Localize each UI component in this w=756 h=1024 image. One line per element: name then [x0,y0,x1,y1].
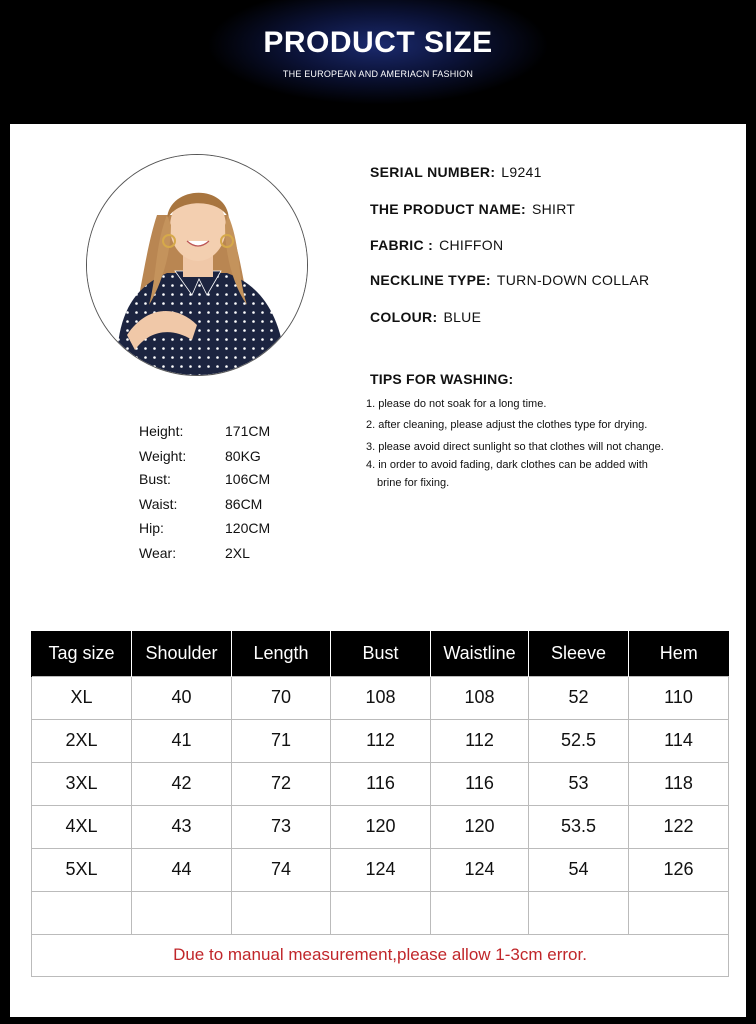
spec-label: COLOUR: [370,309,438,325]
table-row [32,805,729,848]
table-cell: 112 [331,719,431,762]
spec-label: THE PRODUCT NAME: [370,201,526,217]
spec-colour [370,309,481,325]
table-cell: 110 [629,676,729,719]
column-header: Bust [331,631,431,676]
measure-label: Height: [139,423,184,439]
table-cell: 126 [629,848,729,891]
model-waist [139,496,263,512]
washing-tip: 4. in order to avoid fading, dark clothes can be added with [366,459,648,471]
model-weight [139,448,261,464]
table-cell: 41 [132,719,232,762]
column-header: Waistline [431,631,529,676]
table-cell: 120 [431,805,529,848]
measure-value: 171CM [225,423,271,439]
spec-value: BLUE [443,309,482,325]
table-cell: 70 [232,676,331,719]
table-cell: 2XL [32,719,132,762]
table-cell: 124 [431,848,529,891]
table-cell [232,891,331,934]
table-cell: 40 [132,676,232,719]
table-cell: 53.5 [529,805,629,848]
measure-value: 86CM [225,496,263,512]
table-row [32,719,729,762]
spec-neckline [370,272,649,288]
table-cell [132,891,232,934]
measure-value: 106CM [225,471,271,487]
table-cell: 3XL [32,762,132,805]
table-cell: 52.5 [529,719,629,762]
table-note-row [32,934,729,976]
spec-value: SHIRT [531,201,576,217]
table-cell: 74 [232,848,331,891]
page-title: PRODUCT SIZE [263,26,493,59]
table-cell: 112 [431,719,529,762]
column-header: Tag size [32,631,132,676]
table-cell: 43 [132,805,232,848]
measure-label: Wear: [139,545,177,561]
model-bust [139,471,271,487]
spec-label: SERIAL NUMBER: [370,164,496,180]
table-cell: 108 [431,676,529,719]
spec-value: CHIFFON [439,237,504,253]
header-banner [0,0,756,122]
measure-label: Waist: [139,496,178,512]
table-cell [431,891,529,934]
measure-label: Hip: [139,520,164,536]
table-row-empty [32,891,729,934]
table-row [32,848,729,891]
model-wear [139,545,250,561]
table-cell: 44 [132,848,232,891]
page-subtitle: THE EUROPEAN AND AMERIACN FASHION [282,69,474,79]
washing-tips-title: TIPS FOR WASHING: [370,371,514,387]
table-cell: 120 [331,805,431,848]
table-cell: 54 [529,848,629,891]
model-photo [86,154,308,376]
column-header: Length [232,631,331,676]
table-cell [32,891,132,934]
table-cell: 71 [232,719,331,762]
table-cell: 73 [232,805,331,848]
spec-fabric [370,237,503,253]
measure-value: 80KG [225,448,261,464]
spec-label: NECKLINE TYPE: [370,272,491,288]
washing-tip: 2. after cleaning, please adjust the clothes type for drying. [366,419,648,431]
measure-value: 2XL [225,545,250,561]
table-cell: 53 [529,762,629,805]
table-cell: 118 [629,762,729,805]
column-header: Shoulder [132,631,232,676]
table-cell: 114 [629,719,729,762]
table-cell: 116 [431,762,529,805]
table-cell: XL [32,676,132,719]
washing-tip: 3. please avoid direct sunlight so that clothes will not change. [366,441,664,453]
washing-tip: 1. please do not soak for a long time. [366,398,547,410]
measure-label: Weight: [139,448,187,464]
washing-tip: brine for fixing. [377,477,450,489]
table-cell: 72 [232,762,331,805]
table-cell [529,891,629,934]
spec-serial-number [370,164,542,180]
table-cell: 52 [529,676,629,719]
spec-product-name [370,201,575,217]
table-cell: 5XL [32,848,132,891]
model-hip [139,520,271,536]
table-row [32,762,729,805]
table-cell: 4XL [32,805,132,848]
size-table-header [32,631,729,676]
table-cell [629,891,729,934]
table-row [32,676,729,719]
spec-label: FABRIC : [370,237,434,253]
measure-label: Bust: [139,471,171,487]
model-height [139,423,271,439]
table-cell: 124 [331,848,431,891]
column-header: Hem [629,631,729,676]
measurement-note: Due to manual measurement,please allow 1-3cm error. [32,934,729,976]
spec-value: L9241 [501,164,542,180]
table-cell: 122 [629,805,729,848]
table-cell: 108 [331,676,431,719]
column-header: Sleeve [529,631,629,676]
size-table [31,631,729,977]
table-cell: 42 [132,762,232,805]
spec-value: TURN-DOWN COLLAR [496,272,650,288]
table-cell: 116 [331,762,431,805]
measure-value: 120CM [225,520,271,536]
table-cell [331,891,431,934]
